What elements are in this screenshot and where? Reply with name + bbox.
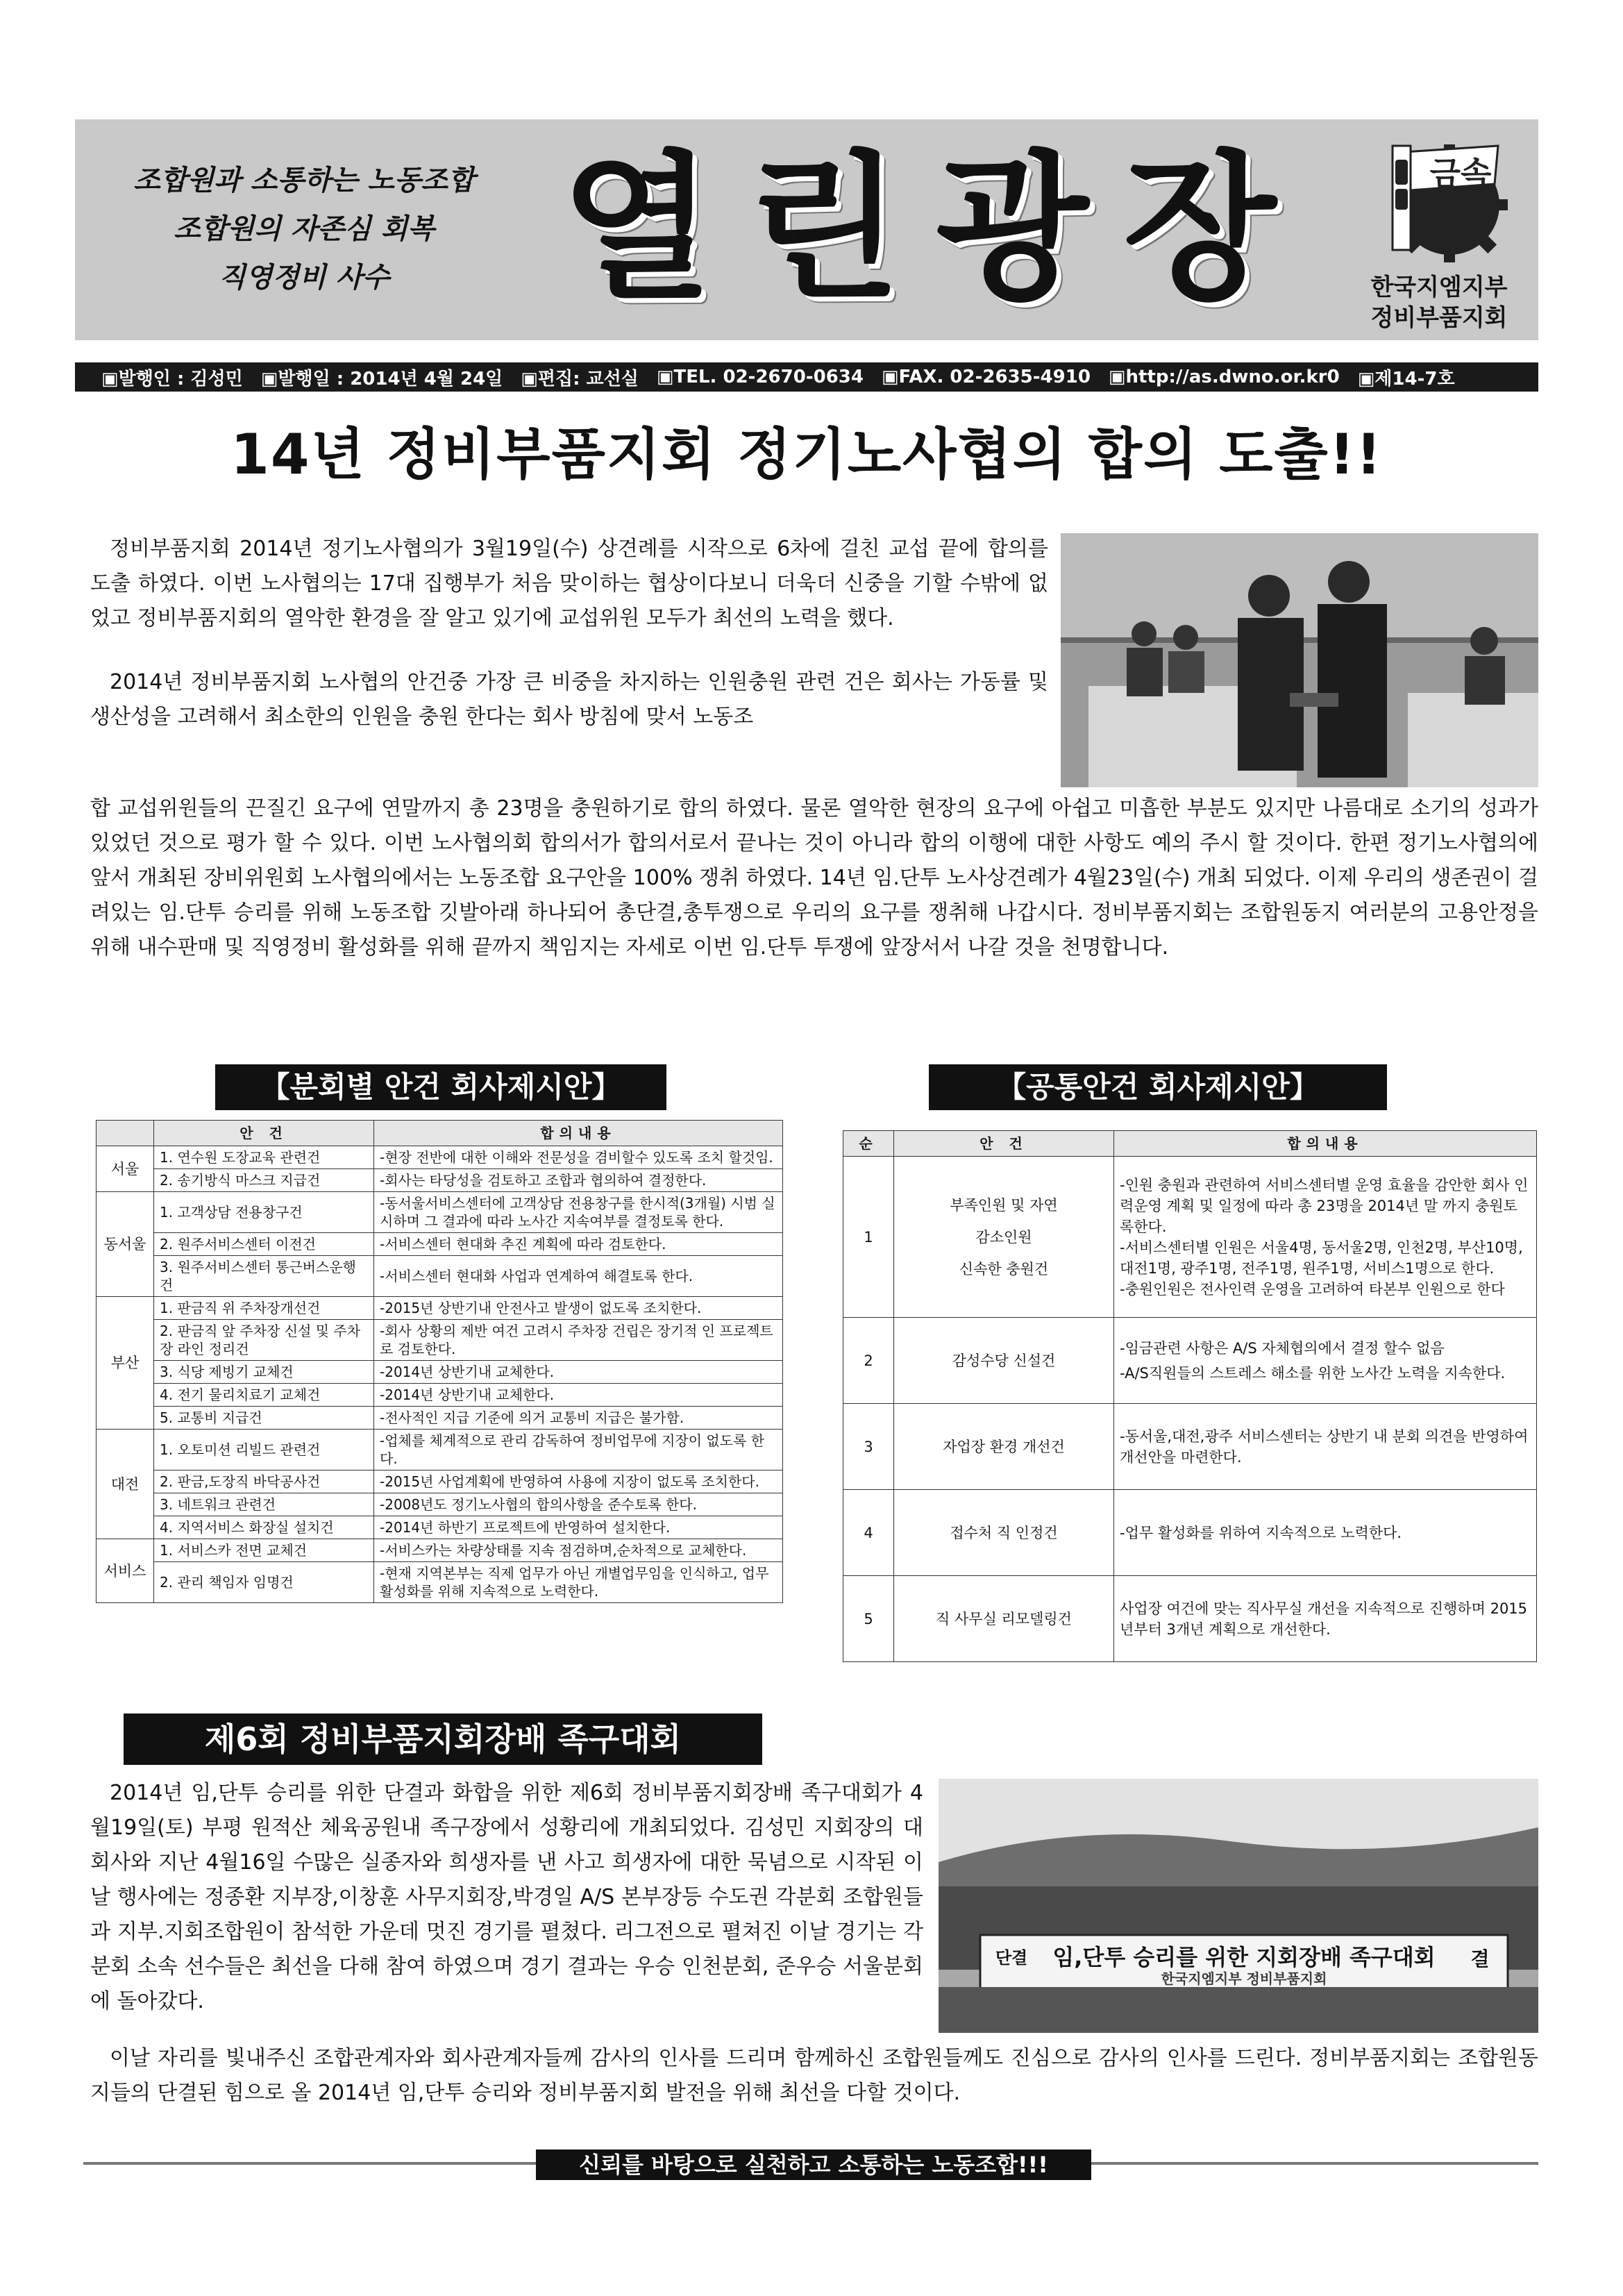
region-cell: 부산 xyxy=(96,1297,154,1430)
table-row xyxy=(96,1233,783,1256)
branch-issues-title: 【분회별 안건 회사제시안】 xyxy=(215,1064,666,1110)
newsletter-title: 열린광장 xyxy=(560,136,1311,321)
common-issues-table xyxy=(843,1130,1537,1662)
content-line: -서비스센터별 인원은 서울4명, 동서울2명, 인천2명, 부산10명, 대전1명, 광주1명, 전주1명, 원주1명, 서비스1명으로 한다. xyxy=(1120,1239,1523,1277)
common-issues-title: 【공통안건 회사제시안】 xyxy=(929,1064,1387,1110)
issue-cell: 4. 전기 물리치료기 교체건 xyxy=(154,1384,374,1407)
issue-cell: 1. 고객상담 전용창구건 xyxy=(154,1192,374,1233)
metal-union-logo-icon xyxy=(1352,132,1526,264)
region-cell: 대전 xyxy=(96,1430,154,1539)
issue-cell: 3. 식당 제빙기 교체건 xyxy=(154,1361,374,1384)
issue-cell xyxy=(894,1490,1114,1576)
common-issues-table-wrap xyxy=(843,1130,1537,1662)
content-cell: -현장 전반에 대한 이해와 전문성을 겸비할수 있도록 조치 할것임. xyxy=(374,1146,783,1169)
article2-paragraph-1: 2014년 임,단투 승리를 위한 단결과 화합을 위한 제6회 정비부품지회장배 족구대회가 4월19일(토) 부평 원적산 체육공원내 족구장에서 성황리에 개최되었다. 김성민 지회장의 대회사와 지난 4월16일 수많은 실종자와 희생자를 낸 사고 희생자에 대한 묵념으로 시작된 이날 행사에는 정종환 지부장,이창훈 사무지회장,박경일 A/S 본부장등 수도권 각분회 조합원들과 지부.지회조합원이 참석한 가운데 멋진 경기를 펼쳤다. 리그전으로 펼쳐진 이날 경기는 각분회 소속 선수들은 최선을 다해 참여 하였으며 경기 결과는 우승 인천분회, 준우승 서울분회에 돌아갔다. xyxy=(90,1781,923,2013)
content-cell xyxy=(1114,1576,1537,1662)
telephone-info: ▣ TEL. 02-2670-0634 xyxy=(657,367,864,387)
masthead xyxy=(75,119,1538,340)
table-row xyxy=(96,1430,783,1470)
fax-info: ▣ FAX. 02-2635-4910 xyxy=(882,367,1091,387)
table2-header-num: 순 xyxy=(843,1131,894,1157)
region-cell: 동서울 xyxy=(96,1192,154,1297)
issue-cell: 1. 연수원 도장교육 관련건 xyxy=(154,1146,374,1169)
content-line: -임금관련 사항은 A/S 자체협의에서 결정 할수 없음 xyxy=(1120,1339,1445,1357)
website-link[interactable]: ▣ http://as.dwno.or.kr0 xyxy=(1109,367,1340,387)
num-cell: 2 xyxy=(843,1318,894,1404)
content-cell: -서비스카는 차량상태를 지속 점검하며,순차적으로 교체한다. xyxy=(374,1539,783,1562)
content-cell xyxy=(1114,1490,1537,1576)
publisher-info: ▣ 발행인 : 김성민 xyxy=(101,364,243,390)
footer-slogan: 신뢰를 바탕으로 실천하고 소통하는 노동조합!!! xyxy=(536,2150,1091,2180)
table-row xyxy=(96,1562,783,1603)
issue-line: 직 사무실 리모델링건 xyxy=(936,1610,1072,1627)
banner-left-text: 단결 xyxy=(995,1948,1028,1968)
table2-header-issue: 안 건 xyxy=(894,1131,1114,1157)
issue-cell: 5. 교통비 지급건 xyxy=(154,1407,374,1430)
issue-cell: 1. 오토미션 리빌드 관련건 xyxy=(154,1430,374,1470)
content-cell: -2014년 상반기내 교체한다. xyxy=(374,1361,783,1384)
org-name-line2: 정비부품지회 xyxy=(1370,304,1508,332)
publish-date: ▣ 발행일 : 2014년 4월 24일 xyxy=(261,364,503,390)
logo-text: 금속 xyxy=(1429,155,1492,192)
issue-cell xyxy=(894,1404,1114,1490)
content-cell: -현재 지역본부는 직제 업무가 아닌 개별업무임을 인식하고, 업무 활성화를 위해 지속적으로 노력한다. xyxy=(374,1562,783,1603)
issue-cell: 4. 지역서비스 화장실 설치건 xyxy=(154,1516,374,1539)
issue-cell xyxy=(894,1576,1114,1662)
content-cell xyxy=(1114,1157,1537,1318)
negotiation-photo xyxy=(1061,533,1538,787)
content-cell: -2008년도 정기노사협의 합의사항을 준수토록 한다. xyxy=(374,1493,783,1516)
table-row xyxy=(96,1516,783,1539)
issue-cell xyxy=(894,1157,1114,1318)
tournament-group-photo xyxy=(939,1779,1538,2033)
issue-cell: 2. 판금,도장직 바닥공사건 xyxy=(154,1470,374,1493)
table-row xyxy=(96,1297,783,1320)
table-row xyxy=(843,1404,1537,1490)
table2-header-content: 합의내용 xyxy=(1114,1131,1537,1157)
content-line: -업무 활성화를 위하여 지속적으로 노력한다. xyxy=(1120,1524,1402,1541)
content-line: -충원인원은 전사인력 운영을 고려하여 타본부 인원으로 한다 xyxy=(1120,1280,1505,1298)
union-logo xyxy=(1352,132,1526,333)
article1-top-text xyxy=(90,532,1048,735)
issue-cell: 1. 서비스카 전면 교체건 xyxy=(154,1539,374,1562)
content-cell: -동서울서비스센터에 고객상담 전용창구를 한시적(3개월) 시범 실시하며 그 결과에 따라 노사간 지속여부를 결정토록 한다. xyxy=(374,1192,783,1233)
table-row xyxy=(843,1157,1537,1318)
table-row xyxy=(96,1361,783,1384)
content-cell: -서비스센터 현대화 추진 계획에 따라 검토한다. xyxy=(374,1233,783,1256)
content-cell: -전사적인 지급 기준에 의거 교통비 지급은 불가함. xyxy=(374,1407,783,1430)
table-row xyxy=(96,1146,783,1169)
table-row xyxy=(96,1470,783,1493)
table-row xyxy=(96,1256,783,1297)
issue-cell: 2. 판금직 앞 주차장 신설 및 주차장 라인 정리건 xyxy=(154,1320,374,1361)
issue-number: ▣ 제14-7호 xyxy=(1358,364,1455,390)
region-cell: 서비스 xyxy=(96,1539,154,1603)
content-cell: -업체를 체계적으로 관리 감독하여 정비업무에 지장이 없도록 한다. xyxy=(374,1430,783,1470)
article2-text-column xyxy=(90,1776,923,2019)
table-row xyxy=(96,1407,783,1430)
article2-bottom-text xyxy=(90,2041,1538,2111)
issue-line: 신속한 충원건 xyxy=(959,1260,1049,1277)
banner-sub-text: 한국지엠지부 정비부품지회 xyxy=(1161,1970,1327,1987)
banner-right-text: 결 xyxy=(1470,1947,1490,1970)
issue-line: 접수처 직 인정건 xyxy=(950,1524,1058,1541)
slogan-2: 조합원의 자존심 회복 xyxy=(174,213,435,245)
table-row xyxy=(96,1169,783,1192)
article2-paragraph-2: 이날 자리를 빛내주신 조합관계자와 회사관계자들께 감사의 인사를 드리며 함께하신 조합원들께도 진심으로 감사의 인사를 드린다. 정비부품지회는 조합원동지들의 단결된 힘으로 올 2014년 임,단투 승리와 정비부품지회 발전을 위해 최선을 다할 것이다. xyxy=(90,2046,1538,2105)
num-cell: 1 xyxy=(843,1157,894,1318)
handshake-photo-icon xyxy=(1061,533,1538,787)
table-row xyxy=(96,1493,783,1516)
content-cell xyxy=(1114,1318,1537,1404)
issue-cell: 2. 송기방식 마스크 지급건 xyxy=(154,1169,374,1192)
group-photo-icon xyxy=(939,1779,1538,2033)
issue-cell: 2. 원주서비스센터 이전건 xyxy=(154,1233,374,1256)
issue-cell: 3. 원주서비스센터 통근버스운행건 xyxy=(154,1256,374,1297)
issue-line: 자업장 환경 개선건 xyxy=(943,1438,1065,1455)
table-row xyxy=(96,1192,783,1233)
issue-cell: 2. 관리 책임자 임명건 xyxy=(154,1562,374,1603)
main-headline: 14년 정비부품지회 정기노사협의 합의 도출!! xyxy=(230,422,1383,487)
table1-header-content: 합의내용 xyxy=(374,1121,783,1146)
table-row xyxy=(843,1576,1537,1662)
content-cell: -2014년 하반기 프로젝트에 반영하여 설치한다. xyxy=(374,1516,783,1539)
table1-header-empty xyxy=(96,1121,154,1146)
content-cell: -2015년 상반기내 안전사고 발생이 없도록 조치한다. xyxy=(374,1297,783,1320)
banner-main-text: 임,단투 승리를 위한 지회장배 족구대회 xyxy=(1052,1944,1436,1970)
table-row xyxy=(843,1490,1537,1576)
slogan-1: 조합원과 소통하는 노동조합 xyxy=(133,165,475,196)
content-line: -인원 충원과 관련하여 서비스센터별 운영 효율을 감안한 회사 인력운영 계획 및 일정에 따라 총 23명을 2014년 말 까지 충원토록한다. xyxy=(1120,1176,1529,1235)
content-cell: -서비스센터 현대화 사업과 연계하여 해결토록 한다. xyxy=(374,1256,783,1297)
table-row xyxy=(96,1320,783,1361)
article1-bottom-text xyxy=(90,791,1538,965)
slogan-3: 직영정비 사수 xyxy=(219,262,389,294)
jokgu-tournament-title: 제6회 정비부품지회장배 족구대회 xyxy=(124,1713,762,1765)
branch-issues-table-wrap xyxy=(96,1120,783,1603)
issue-line: 부족인원 및 자연 xyxy=(950,1196,1058,1214)
content-cell xyxy=(1114,1404,1537,1490)
num-cell: 4 xyxy=(843,1490,894,1576)
table-row xyxy=(96,1384,783,1407)
content-cell: -회사는 타당성을 검토하고 조합과 협의하여 결정한다. xyxy=(374,1169,783,1192)
table-row xyxy=(843,1318,1537,1404)
table1-header-issue: 안 건 xyxy=(154,1121,374,1146)
branch-issues-table xyxy=(96,1120,783,1603)
content-line: 사업장 여건에 맞는 직사무실 개선을 지속적으로 진행하며 2015년부터 3개년 계획으로 개선한다. xyxy=(1120,1600,1528,1638)
content-cell: -2015년 사업계획에 반영하여 사용에 지장이 없도록 조치한다. xyxy=(374,1470,783,1493)
content-cell: -회사 상황의 제반 여건 고려시 주차장 건립은 장기적 인 프로젝트로 검토한다. xyxy=(374,1320,783,1361)
article1-paragraph-1: 정비부품지회 2014년 정기노사협의가 3월19일(수) 상견례를 시작으로 6차에 걸친 교섭 끝에 합의를 도출 하였다. 이번 노사협의는 17대 집행부가 처음 맞이하는 협상이다보니 더욱더 신중을 기할 수밖에 없었고 정비부품지회의 열악한 환경을 잘 알고 있기에 교섭위원 모두가 최선의 노력을 했다. xyxy=(90,537,1048,630)
region-cell: 서울 xyxy=(96,1146,154,1192)
content-cell: -2014년 상반기내 교체한다. xyxy=(374,1384,783,1407)
content-line: -동서울,대전,광주 서비스센터는 상반기 내 분회 의견을 반영하여 개선안을 마련한다. xyxy=(1120,1427,1529,1466)
issue-cell: 1. 판금직 위 주차장개선건 xyxy=(154,1297,374,1320)
issue-line: 감성수당 신설건 xyxy=(952,1352,1056,1369)
content-line: -A/S직원들의 스트레스 해소를 위한 노사간 노력을 지속한다. xyxy=(1120,1364,1506,1382)
issue-cell xyxy=(894,1318,1114,1404)
issue-line: 감소인원 xyxy=(975,1228,1032,1246)
table-row xyxy=(96,1539,783,1562)
editor-info: ▣ 편집: 교선실 xyxy=(521,364,639,390)
num-cell: 5 xyxy=(843,1576,894,1662)
num-cell: 3 xyxy=(843,1404,894,1490)
publication-info-bar xyxy=(75,362,1538,392)
org-name-line1: 한국지엠지부 xyxy=(1370,274,1508,301)
issue-cell: 3. 네트워크 관련건 xyxy=(154,1493,374,1516)
article1-paragraph-2a: 2014년 정비부품지회 노사협의 안건중 가장 큰 비중을 차지하는 인원충원 관련 건은 회사는 가동률 및 생산성을 고려해서 최소한의 인원을 충원 한다는 회사 방침에 맞서 노동조 xyxy=(90,670,1048,729)
article1-paragraph-2b: 합 교섭위원들의 끈질긴 요구에 연말까지 총 23명을 충원하기로 합의 하였다. 물론 열악한 현장의 요구에 아쉽고 미흡한 부분도 있지만 나름대로 소기의 성과가 있었던 것으로 평가 할 수 있다. 이번 노사협의회 합의서가 합의서로서 끝나는 것이 아니라 합의 이행에 대한 사항도 예의 주시 할 것이다. 한편 정기노사협의에 앞서 개최된 장비위원회 노사협의에서는 노동조합 요구안을 100% 쟁취 하였다. 14년 임.단투 노사상견례가 4월23일(수) 개최 되었다. 이제 우리의 생존권이 걸려있는 임.단투 승리를 위해 노동조합 깃발아래 하나되어 총단결,총투쟁으로 우리의 요구를 쟁취해 나갑시다. 정비부품지회는 조합원동지 여러분의 고용안정을 위해 내수판매 및 직영정비 활성화를 위해 끝까지 책임지는 자세로 이번 임.단투 투쟁에 앞장서서 나갈 것을 천명합니다. xyxy=(90,796,1538,960)
